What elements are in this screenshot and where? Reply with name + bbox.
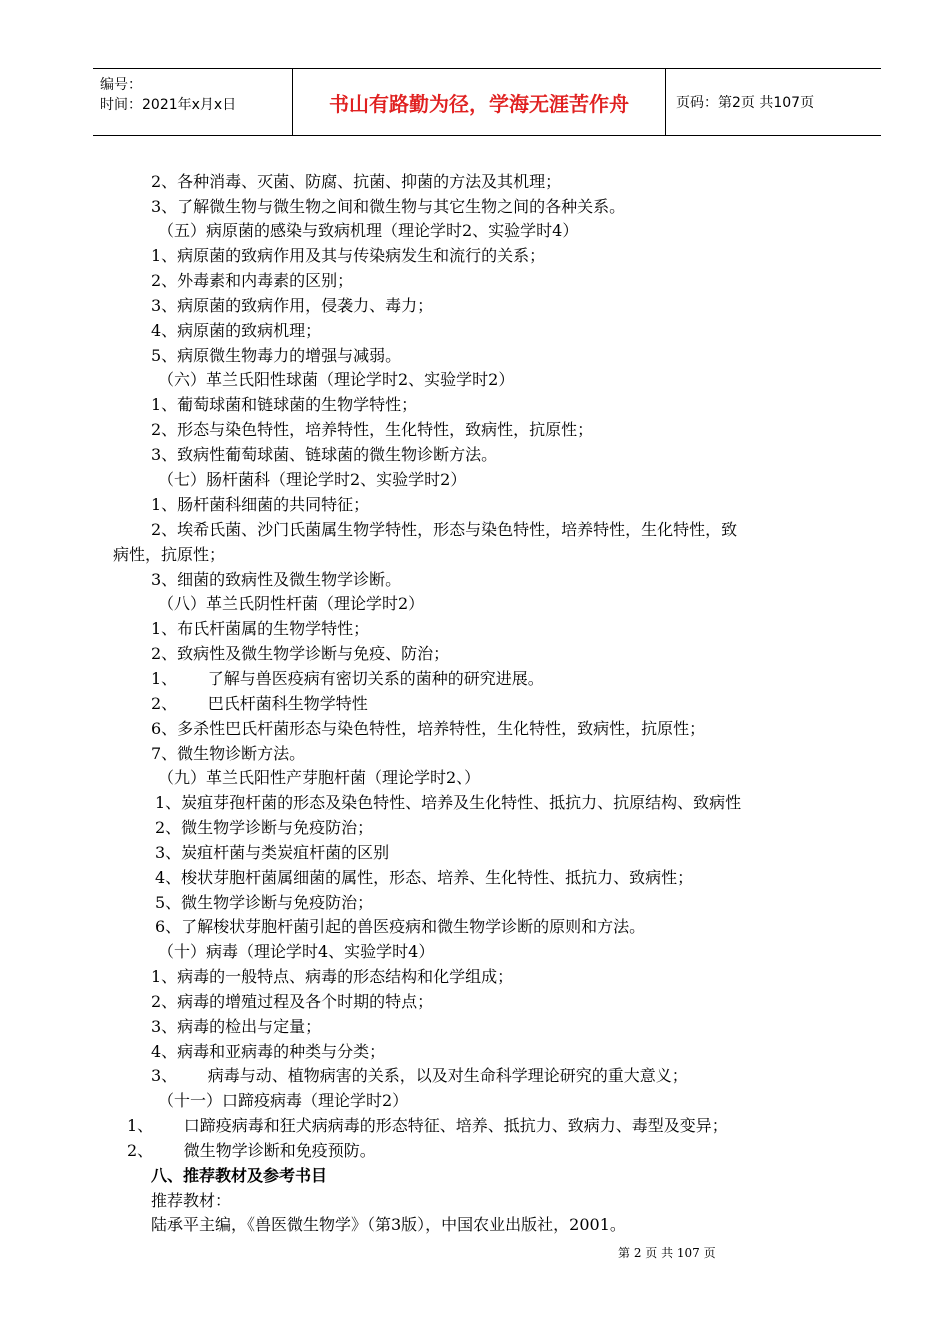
body-line: 3、病毒的检出与定量； xyxy=(151,1017,322,1036)
body-line: 推荐教材： xyxy=(151,1191,232,1210)
body-line: 2、各种消毒、灭菌、防腐、抗菌、抑菌的方法及其机理； xyxy=(151,172,562,191)
body-line: 2、外毒素和内毒素的区别； xyxy=(151,271,354,290)
body-line: 2、埃希氏菌、沙门氏菌属生物学特性，形态与染色特性，培养特性，生化特性，致 xyxy=(151,520,738,539)
body-line: 3、了解微生物与微生物之间和微生物与其它生物之间的各种关系。 xyxy=(151,197,626,216)
body-line: 5、病原微生物毒力的增强与减弱。 xyxy=(151,346,402,365)
body-line: 4、梭状芽胞杆菌属细菌的属性，形态、培养、生化特性、抵抗力、致病性； xyxy=(155,868,694,887)
body-line: 4、病毒和亚病毒的种类与分类； xyxy=(151,1042,386,1061)
section-heading: （九）革兰氏阳性产芽胞杆菌（理论学时2、） xyxy=(158,768,481,787)
body-line: 2、微生物学诊断与免疫防治； xyxy=(155,818,374,837)
body-line: 2、 巴氏杆菌科生物学特性 xyxy=(151,694,368,713)
section-heading: （五）病原菌的感染与致病机理（理论学时2、实验学时4） xyxy=(158,221,579,240)
body-line: 1、病毒的一般特点、病毒的形态结构和化学组成； xyxy=(151,967,514,986)
body-line: 3、 病毒与动、植物病害的关系，以及对生命科学理论研究的重大意义； xyxy=(151,1066,688,1085)
body-line: 2、形态与染色特性，培养特性，生化特性，致病性，抗原性； xyxy=(151,420,594,439)
body-line: 1、 了解与兽医疫病有密切关系的菌种的研究进展。 xyxy=(151,669,544,688)
body-line: 3、病原菌的致病作用，侵袭力、毒力； xyxy=(151,296,434,315)
section-heading: （十一）口蹄疫病毒（理论学时2） xyxy=(158,1091,409,1110)
section-heading: （七）肠杆菌科（理论学时2、实验学时2） xyxy=(158,470,467,489)
body-line: 1、病原菌的致病作用及其与传染病发生和流行的关系； xyxy=(151,246,546,265)
section-heading: （十）病毒（理论学时4、实验学时4） xyxy=(158,942,435,961)
header-page-label: 页码：第2页 共107页 xyxy=(676,95,815,111)
body-line: 1、炭疽芽孢杆菌的形态及染色特性、培养及生化特性、抵抗力、抗原结构、致病性 xyxy=(155,793,742,812)
body-line: 1、肠杆菌科细菌的共同特征； xyxy=(151,495,370,514)
page-footer: 第 2 页 共 107 页 xyxy=(618,1246,716,1260)
body-line: 1、布氏杆菌属的生物学特性； xyxy=(151,619,370,638)
document-time-label: 时间：2021年x月x日 xyxy=(100,97,237,113)
section-heading: （八）革兰氏阴性杆菌（理论学时2） xyxy=(158,594,425,613)
body-line: 6、多杀性巴氏杆菌形态与染色特性，培养特性，生化特性，致病性，抗原性； xyxy=(151,719,706,738)
body-line: 7、微生物诊断方法。 xyxy=(151,744,306,763)
body-line: 5、微生物学诊断与免疫防治； xyxy=(155,893,374,912)
body-line: 1、 口蹄疫病毒和狂犬病病毒的形态特征、培养、抵抗力、致病力、毒型及变异； xyxy=(127,1116,728,1135)
document-number-label: 编号： xyxy=(100,77,142,93)
body-line: 陆承平主编，《兽医微生物学》（第3版），中国农业出版社，2001。 xyxy=(151,1215,626,1234)
body-line: 1、葡萄球菌和链球菌的生物学特性； xyxy=(151,395,418,414)
body-line: 6、了解梭状芽胞杆菌引起的兽医疫病和微生物学诊断的原则和方法。 xyxy=(155,917,646,936)
page-header xyxy=(93,68,881,136)
body-line: 3、炭疽杆菌与类炭疽杆菌的区别 xyxy=(155,843,390,862)
body-line: 病性，抗原性； xyxy=(113,545,226,564)
section-heading: （六）革兰氏阳性球菌（理论学时2、实验学时2） xyxy=(158,370,515,389)
header-meta xyxy=(93,69,293,135)
body-line: 3、致病性葡萄球菌、链球菌的微生物诊断方法。 xyxy=(151,445,498,464)
body-line: 2、致病性及微生物学诊断与免疫、防治； xyxy=(151,644,450,663)
header-motto: 书山有路勤为径，学海无涯苦作舟 xyxy=(293,69,666,135)
chapter-heading: 八、推荐教材及参考书目 xyxy=(151,1166,328,1185)
body-line: 3、细菌的致病性及微生物学诊断。 xyxy=(151,570,402,589)
body-line: 4、病原菌的致病机理； xyxy=(151,321,322,340)
body-line: 2、 微生物学诊断和免疫预防。 xyxy=(127,1141,376,1160)
body-line: 2、病毒的增殖过程及各个时期的特点； xyxy=(151,992,434,1011)
